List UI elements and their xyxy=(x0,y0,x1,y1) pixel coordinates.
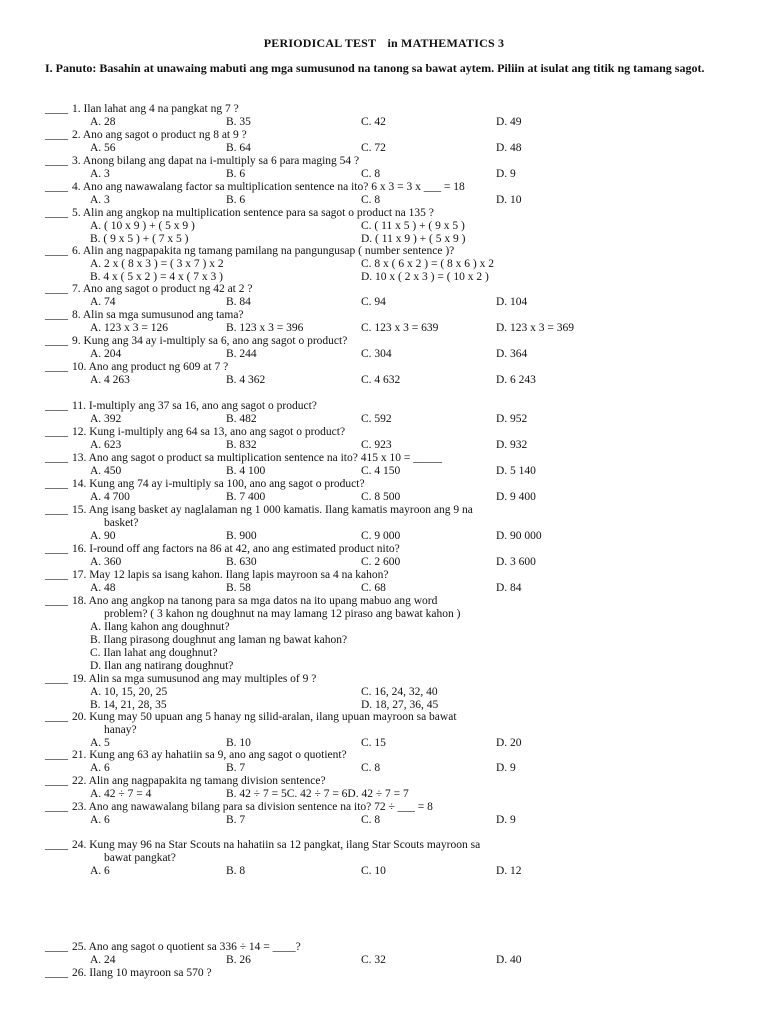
choice: B. 58 xyxy=(226,582,251,594)
answer-blank[interactable]: ____ xyxy=(45,155,68,167)
choice: C. 2 600 xyxy=(361,556,401,568)
answer-blank[interactable]: ____ xyxy=(45,595,68,607)
question-number: 16. xyxy=(72,543,87,555)
answer-blank[interactable]: ____ xyxy=(45,673,68,685)
choice: B. 4 362 xyxy=(226,374,266,386)
question-14 xyxy=(45,478,365,491)
question-number: 24. xyxy=(72,839,87,851)
choice: C. 4 150 xyxy=(361,465,401,477)
choice: A. 360 xyxy=(90,556,122,568)
question-text: Alin ang nagpapakita ng tamang division sentence? xyxy=(88,775,326,787)
question-11 xyxy=(45,400,317,413)
choice: D. 40 xyxy=(496,954,522,966)
question-number: 20. xyxy=(72,711,87,723)
choice: C. 592 xyxy=(361,413,392,425)
question-16 xyxy=(45,543,400,556)
question-number: 25. xyxy=(72,941,87,953)
question-text: I-multiply ang 37 sa 16, ano ang sagot o product? xyxy=(88,400,317,412)
question-text: Kung ang 34 ay i-multiply sa 6, ano ang sagot o product? xyxy=(83,335,348,347)
question-17 xyxy=(45,569,389,582)
question-text: Ano ang nawawalang bilang para sa division sentence na ito? 72 ÷ ___ = 8 xyxy=(88,801,433,813)
choice: B. 42 ÷ 7 = 5C. 42 ÷ 7 = 6D. 42 ÷ 7 = 7 xyxy=(226,788,409,800)
choice: B. 8 xyxy=(226,865,246,877)
question-9 xyxy=(45,335,347,348)
question-text: Alin sa mga sumusunod ang may multiples of 9 ? xyxy=(88,673,317,685)
question-text: Kung i-multiply ang 64 sa 13, ano ang sagot o product? xyxy=(89,426,346,438)
choice: D. 9 xyxy=(496,168,516,180)
question-number: 23. xyxy=(72,801,87,813)
answer-blank[interactable]: ____ xyxy=(45,967,68,979)
choice: A. 450 xyxy=(90,465,122,477)
choice: D. 9 xyxy=(496,762,516,774)
choice: A. 623 xyxy=(90,439,122,451)
question-text: Kung ang 74 ay i-multiply sa 100, ano ang sagot o product? xyxy=(89,478,365,490)
question-text-continued: problem? ( 3 kahon ng doughnut na may lamang 12 piraso ang bawat kahon ) xyxy=(104,608,461,620)
question-22 xyxy=(45,775,326,788)
choice: A. 6 xyxy=(90,762,110,774)
answer-blank[interactable]: ____ xyxy=(45,711,68,723)
choice: A. 3 xyxy=(90,168,110,180)
choice: D. Ilan ang natirang doughnut? xyxy=(90,660,234,672)
answer-blank[interactable]: ____ xyxy=(45,801,68,813)
question-text: Kung may 96 na Star Scouts na hahatiin sa 12 pangkat, ilang Star Scouts mayroon sa xyxy=(89,839,481,851)
choice: B. ( 9 x 5 ) + ( 7 x 5 ) xyxy=(90,233,189,245)
choice: A. ( 10 x 9 ) + ( 5 x 9 ) xyxy=(90,220,195,232)
choice: D. 90 000 xyxy=(496,530,542,542)
question-text: Ano ang sagot o quotient sa 336 ÷ 14 = ____? xyxy=(88,941,301,953)
choice: B. 26 xyxy=(226,954,251,966)
choice: B. 123 x 3 = 396 xyxy=(226,322,304,334)
instructions: I. Panuto: Basahin at unawaing mabuti ang mga sumusunod na tanong sa bawat aytem. Piliin at isulat ang titik ng tamang sagot. xyxy=(45,61,705,75)
choice: C. 8 xyxy=(361,762,381,774)
page-title xyxy=(0,36,768,51)
question-text: May 12 lapis sa isang kahon. Ilang lapis mayroon sa 4 na kahon? xyxy=(89,569,389,581)
choice: D. 9 xyxy=(496,814,516,826)
question-text-continued: hanay? xyxy=(104,724,137,736)
choice: B. 7 xyxy=(226,762,246,774)
choice: B. Ilang pirasong doughnut ang laman ng bawat kahon? xyxy=(90,634,348,646)
question-8 xyxy=(45,309,244,322)
question-number: 11. xyxy=(72,400,86,412)
choice: D. 9 400 xyxy=(496,491,536,503)
choice: B. 64 xyxy=(226,142,251,154)
choice: C. 923 xyxy=(361,439,392,451)
question-number: 18. xyxy=(72,595,87,607)
question-text: Ano ang sagot o product ng 42 at 2 ? xyxy=(82,283,253,295)
answer-blank[interactable]: ____ xyxy=(45,941,68,953)
question-text: I-round off ang factors na 86 at 42, ano ang estimated product nito? xyxy=(89,543,400,555)
choice: C. 15 xyxy=(361,737,386,749)
question-text: Ano ang sagot o product ng 8 at 9 ? xyxy=(82,129,247,141)
question-12 xyxy=(45,426,345,439)
answer-blank[interactable]: ____ xyxy=(45,569,68,581)
question-number: 26. xyxy=(72,967,87,979)
choice: D. 10 xyxy=(496,194,522,206)
question-23 xyxy=(45,801,433,814)
choice: B. 6 xyxy=(226,168,246,180)
question-number: 19. xyxy=(72,673,87,685)
question-text: Ano ang sagot o product sa multiplication sentence na ito? 415 x 10 = _____ xyxy=(88,452,442,464)
question-number: 13. xyxy=(72,452,87,464)
answer-blank[interactable]: ____ xyxy=(45,749,68,761)
choice: C. 10 xyxy=(361,865,386,877)
choice: A. 74 xyxy=(90,296,116,308)
choice: A. 42 ÷ 7 = 4 xyxy=(90,788,152,800)
choice: A. 6 xyxy=(90,865,110,877)
choice: C. 32 xyxy=(361,954,386,966)
question-2 xyxy=(45,129,247,142)
question-text: Kung may 50 upuan ang 5 hanay ng silid-aralan, ilang upuan mayroon sa bawat xyxy=(89,711,457,723)
answer-blank[interactable]: ____ xyxy=(45,504,68,516)
choice: B. 4 x ( 5 x 2 ) = 4 x ( 7 x 3 ) xyxy=(90,271,223,283)
answer-blank[interactable]: ____ xyxy=(45,478,68,490)
choice: C. 8 xyxy=(361,814,381,826)
question-text: Ano ang product ng 609 at 7 ? xyxy=(88,361,229,373)
choice: D. ( 11 x 9 ) + ( 5 x 9 ) xyxy=(361,233,466,245)
title-main: PERIODICAL TEST xyxy=(263,36,377,50)
question-text: Ano ang angkop na tanong para sa mga datos na ito upang mabuo ang word xyxy=(88,595,438,607)
choice: D. 364 xyxy=(496,348,528,360)
question-text-continued: bawat pangkat? xyxy=(104,852,176,864)
question-number: 5. xyxy=(72,207,81,219)
question-number: 22. xyxy=(72,775,87,787)
question-number: 17. xyxy=(72,569,87,581)
choice: A. 2 x ( 8 x 3 ) = ( 3 x 7 ) x 2 xyxy=(90,258,224,270)
choice: B. 4 100 xyxy=(226,465,266,477)
question-number: 8. xyxy=(72,309,81,321)
choice: D. 84 xyxy=(496,582,522,594)
choice: A. 48 xyxy=(90,582,116,594)
question-18 xyxy=(45,595,437,608)
answer-blank[interactable]: ____ xyxy=(45,181,68,193)
question-4 xyxy=(45,181,465,194)
question-number: 4. xyxy=(72,181,81,193)
choice: C. 8 500 xyxy=(361,491,401,503)
choice: B. 6 xyxy=(226,194,246,206)
choice: D. 952 xyxy=(496,413,528,425)
choice: B. 482 xyxy=(226,413,257,425)
answer-blank[interactable]: ____ xyxy=(45,283,68,295)
question-number: 14. xyxy=(72,478,87,490)
choice: C. 8 xyxy=(361,168,381,180)
question-13 xyxy=(45,452,442,465)
choice: A. Ilang kahon ang doughnut? xyxy=(90,621,230,633)
question-10 xyxy=(45,361,228,374)
choice: D. 3 600 xyxy=(496,556,536,568)
choice: C. 8 xyxy=(361,194,381,206)
choice: D. 12 xyxy=(496,865,522,877)
choice: D. 6 243 xyxy=(496,374,536,386)
question-text: Ang isang basket ay naglalaman ng 1 000 kamatis. Ilang kamatis mayroon ang 9 na xyxy=(88,504,473,516)
choice: D. 48 xyxy=(496,142,522,154)
choice: B. 14, 21, 28, 35 xyxy=(90,699,167,711)
choice: B. 7 400 xyxy=(226,491,266,503)
choice: D. 49 xyxy=(496,116,522,128)
choice: C. 123 x 3 = 639 xyxy=(361,322,439,334)
answer-blank[interactable]: ____ xyxy=(45,361,68,373)
choice: C. 8 x ( 6 x 2 ) = ( 8 x 6 ) x 2 xyxy=(361,258,494,270)
question-number: 9. xyxy=(72,335,81,347)
choice: B. 244 xyxy=(226,348,257,360)
choice: C. Ilan lahat ang doughnut? xyxy=(90,647,218,659)
choice: A. 123 x 3 = 126 xyxy=(90,322,169,334)
choice: A. 90 xyxy=(90,530,116,542)
choice: D. 104 xyxy=(496,296,528,308)
choice: D. 10 x ( 2 x 3 ) = ( 10 x 2 ) xyxy=(361,271,489,283)
title-sub: in MATHEMATICS 3 xyxy=(387,36,505,50)
answer-blank[interactable]: ____ xyxy=(45,426,68,438)
choice: C. 16, 24, 32, 40 xyxy=(361,686,438,698)
question-number: 3. xyxy=(72,155,81,167)
choice: A. 392 xyxy=(90,413,122,425)
answer-blank[interactable]: ____ xyxy=(45,400,68,412)
question-text: Ano ang nawawalang factor sa multiplication sentence na ito? 6 x 3 = 3 x ___ = 18 xyxy=(82,181,465,193)
choice: B. 35 xyxy=(226,116,251,128)
question-1 xyxy=(45,103,239,116)
question-text: Kung ang 63 ay hahatiin sa 9, ano ang sagot o quotient? xyxy=(89,749,347,761)
question-number: 21. xyxy=(72,749,87,761)
question-text: Ilan lahat ang 4 na pangkat ng 7 ? xyxy=(83,103,239,115)
question-25 xyxy=(45,941,301,954)
question-number: 6. xyxy=(72,245,81,257)
answer-blank[interactable]: ____ xyxy=(45,245,68,257)
choice: B. 900 xyxy=(226,530,257,542)
question-text: Alin sa mga sumusunod ang tama? xyxy=(82,309,244,321)
choice: B. 7 xyxy=(226,814,246,826)
question-number: 1. xyxy=(72,103,81,115)
question-number: 15. xyxy=(72,504,87,516)
question-15 xyxy=(45,504,473,517)
choice: C. 9 000 xyxy=(361,530,401,542)
choice: B. 832 xyxy=(226,439,257,451)
answer-blank[interactable]: ____ xyxy=(45,839,68,851)
choice: D. 20 xyxy=(496,737,522,749)
choice: C. 304 xyxy=(361,348,392,360)
choice: C. 42 xyxy=(361,116,386,128)
question-text-continued: basket? xyxy=(104,517,139,529)
choice: A. 28 xyxy=(90,116,116,128)
choice: B. 10 xyxy=(226,737,251,749)
choice: A. 56 xyxy=(90,142,116,154)
answer-blank[interactable]: ____ xyxy=(45,775,68,787)
question-19 xyxy=(45,673,316,686)
question-7 xyxy=(45,283,252,296)
answer-blank[interactable]: ____ xyxy=(45,103,68,115)
answer-blank[interactable]: ____ xyxy=(45,309,68,321)
question-5 xyxy=(45,207,434,220)
choice: A. 10, 15, 20, 25 xyxy=(90,686,168,698)
choice: A. 204 xyxy=(90,348,122,360)
question-text: Ilang 10 mayroon sa 570 ? xyxy=(89,967,212,979)
choice: C. ( 11 x 5 ) + ( 9 x 5 ) xyxy=(361,220,465,232)
question-20 xyxy=(45,711,457,724)
answer-blank[interactable]: ____ xyxy=(45,335,68,347)
choice: B. 630 xyxy=(226,556,257,568)
question-3 xyxy=(45,155,359,168)
choice: D. 932 xyxy=(496,439,528,451)
choice: C. 4 632 xyxy=(361,374,401,386)
choice: D. 123 x 3 = 369 xyxy=(496,322,575,334)
choice: A. 24 xyxy=(90,954,116,966)
question-text: Alin ang angkop na multiplication sentence para sa sagot o product na 135 ? xyxy=(82,207,434,219)
choice: C. 72 xyxy=(361,142,386,154)
question-text: Anong bilang ang dapat na i-multiply sa 6 para maging 54 ? xyxy=(82,155,360,167)
answer-blank[interactable]: ____ xyxy=(45,543,68,555)
question-6 xyxy=(45,245,454,258)
choice: D. 18, 27, 36, 45 xyxy=(361,699,439,711)
question-number: 10. xyxy=(72,361,87,373)
question-number: 2. xyxy=(72,129,81,141)
question-number: 12. xyxy=(72,426,87,438)
choice: A. 4 700 xyxy=(90,491,130,503)
choice: C. 68 xyxy=(361,582,386,594)
choice: A. 4 263 xyxy=(90,374,130,386)
answer-blank[interactable]: ____ xyxy=(45,129,68,141)
choice: C. 94 xyxy=(361,296,386,308)
choice: D. 5 140 xyxy=(496,465,536,477)
question-21 xyxy=(45,749,347,762)
answer-blank[interactable]: ____ xyxy=(45,207,68,219)
answer-blank[interactable]: ____ xyxy=(45,452,68,464)
question-text: Alin ang nagpapakita ng tamang pamilang na pangungusap ( number sentence )? xyxy=(82,245,455,257)
choice: A. 6 xyxy=(90,814,110,826)
choice: B. 84 xyxy=(226,296,251,308)
question-26 xyxy=(45,967,212,980)
question-24 xyxy=(45,839,480,852)
choice: A. 3 xyxy=(90,194,110,206)
choice: A. 5 xyxy=(90,737,110,749)
question-number: 7. xyxy=(72,283,81,295)
